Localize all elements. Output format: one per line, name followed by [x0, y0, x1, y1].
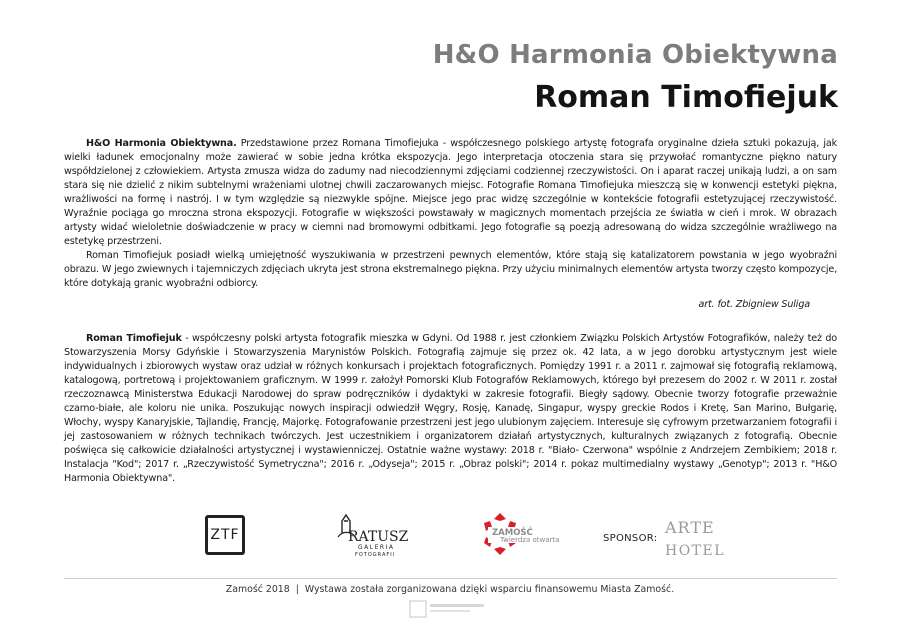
zamosc-logo	[470, 511, 580, 557]
bio-paragraph	[64, 332, 837, 486]
ratusz-line2: FOTOGRAFII	[355, 552, 396, 558]
intro-paragraph	[64, 137, 837, 249]
intro-lead: H&O Harmonia Obiektywna.	[86, 138, 237, 149]
ztf-logo-text: ZTF	[210, 527, 240, 543]
logos-row	[0, 503, 900, 563]
footer-note: Wystawa została zorganizowana dzięki wsparciu finansowemu Miasta Zamość.	[304, 584, 675, 595]
title-block	[433, 38, 838, 118]
footer	[0, 584, 900, 595]
sponsor-label: SPONSOR:	[603, 533, 658, 544]
author-credit: art. fot. Zbigniew Suliga	[698, 299, 810, 310]
bio-lead: Roman Timofiejuk	[86, 333, 182, 344]
arte-line1: ARTE	[665, 518, 715, 537]
exhibition-title: H&O Harmonia Obiektywna	[432, 40, 838, 70]
zamosc-tag: Twierdza otwarta	[500, 536, 560, 544]
arte-hotel-logo	[663, 513, 726, 561]
ratusz-name: RATUSZ	[348, 529, 409, 545]
ratusz-line1: GALERIA	[358, 544, 395, 551]
footer-place-year: Zamość 2018	[225, 584, 290, 595]
footer-separator: |	[295, 584, 299, 595]
arte-line2: HOTEL	[665, 543, 726, 559]
bio-text: - współczesny polski artysta fotografik mieszka w Gdyni. Od 1988 r. jest członkiem Związku Polskich Artystów Fotografików, należy też do Stowarzyszenia Morsy Gdyńskie i Stowarzyszenia Marynistów Polskich. Fotografią zajmuje się przez ok. 42 lata, a w jego dorobku artystycznym jest wiele indywidualnych i zbiorowych wystaw oraz udział w różnych konkursach i projektach fotograficznych. Pomiędzy 1991 r. a 2011 r. zajmował się fotografią reklamową, katalogową, portretową i projektowaniem graficznym. W 1999 r. założył Pomorski Klub Fotografów Reklamowych, którego był prezesem do 2002 r. W 2011 r. został rzeczoznawcą Ministerstwa Edukacji Narodowej do spraw podręczników i dydaktyki w zakresie fotografii. Biegły sądowy. Obecnie tworzy fotografie przeważnie czarno-białe, ale koloru nie unika. Poszukując nowych inspiracji odwiedził Węgry, Rosję, Kanadę, Singapur, wyspy greckie Rodos i Kretę, San Marino, Bułgarię, Włochy, wyspy Kanaryjskie, Tajlandię, Francję, Majorkę. Fotografowanie przestrzeni jest jego ulubionym zajęciem. Interesuje się cyfrowym przetwarzaniem fotografii i jej zastosowaniem w różnych technikach twórczych. Jest uczestnikiem i organizatorem działań artystycznych, kulturalnych związanych z fotografią. Obecnie poświęca się całkowicie działalności artystycznej i wystawienniczej. Ostatnie ważne wystawy: 2018 r. "Biało- Czerwona" wspólnie z Andrzejem Zembikiem; 2018 r. Instalacja "Kod"; 2017 r. „Rzeczywistość Symetryczna"; 2016 r. „Odyseja"; 2015 r. „Obraz polski"; 2014 r. pokaz multimedialny wystawy „Genotyp"; 2013 r. "H&O Harmonia Obiektywna".	[64, 333, 837, 484]
watermark-graphic	[408, 598, 488, 620]
footer-divider	[64, 578, 837, 579]
ztf-logo	[205, 515, 245, 555]
article-body	[64, 137, 837, 486]
zamosc-name: ZAMOŚĆ	[492, 528, 533, 538]
second-paragraph: Roman Timofiejuk posiadł wielką umiejętność wyszukiwania w przestrzeni pewnych elementów, które stają się katalizatorem powstania w jego wyobraźni obrazu. W jego zwiewnych i tajemniczych zdjęciach ukryta jest strona ekstremalnego piękna. Przy użyciu minimalnych elementów artysta tworzy często kompozycje, które dotykają granic wyobraźni odbiorcy.	[64, 250, 837, 289]
ratusz-galeria-logo	[332, 507, 412, 557]
artist-name: Roman Timofiejuk	[534, 80, 838, 115]
intro-text: Przedstawione przez Romana Timofiejuka - współczesnego polskiego artystę fotografa oryginalne dzieła sztuki pokazują, jak wielki ładunek emocjonalny może zawierać w sobie jedna krótka ekspozycja. Jego interpretacja otoczenia stara się przywołać romantyczne piękno natury współdzielonej z człowiekiem. Artysta zmusza widza do zadumy nad niecodziennymi zdjęciami codziennej rzeczywistości. On i aparat raczej unikają ludzi, a on sam stara się nie dzielić z nikim subtelnymi wrażeniami ulotnej chwili zaczarowanych miejsc. Fotografie Romana Timofiejuka mieszczą się w konwencji estetyki piękna, wrażliwości na formę i nastrój. I w tym względzie są niezwykle spójne. Miejsce jego prac widzę szczególnie w kontekście fotografii estetyzującej rzeczywistość. Wyraźnie pociąga go mroczna strona ekspozycji. Fotografie w większości powstawały w magicznych momentach przejścia ze światła w cień i mrok. W obrazach artysty widać wieloletnie doświadczenie w pracy w ciemni nad bromowymi odbitkami. Jego fotografie są poezją adresowaną do widza szczególnie wrażliwego na estetykę przestrzeni.	[64, 138, 837, 247]
